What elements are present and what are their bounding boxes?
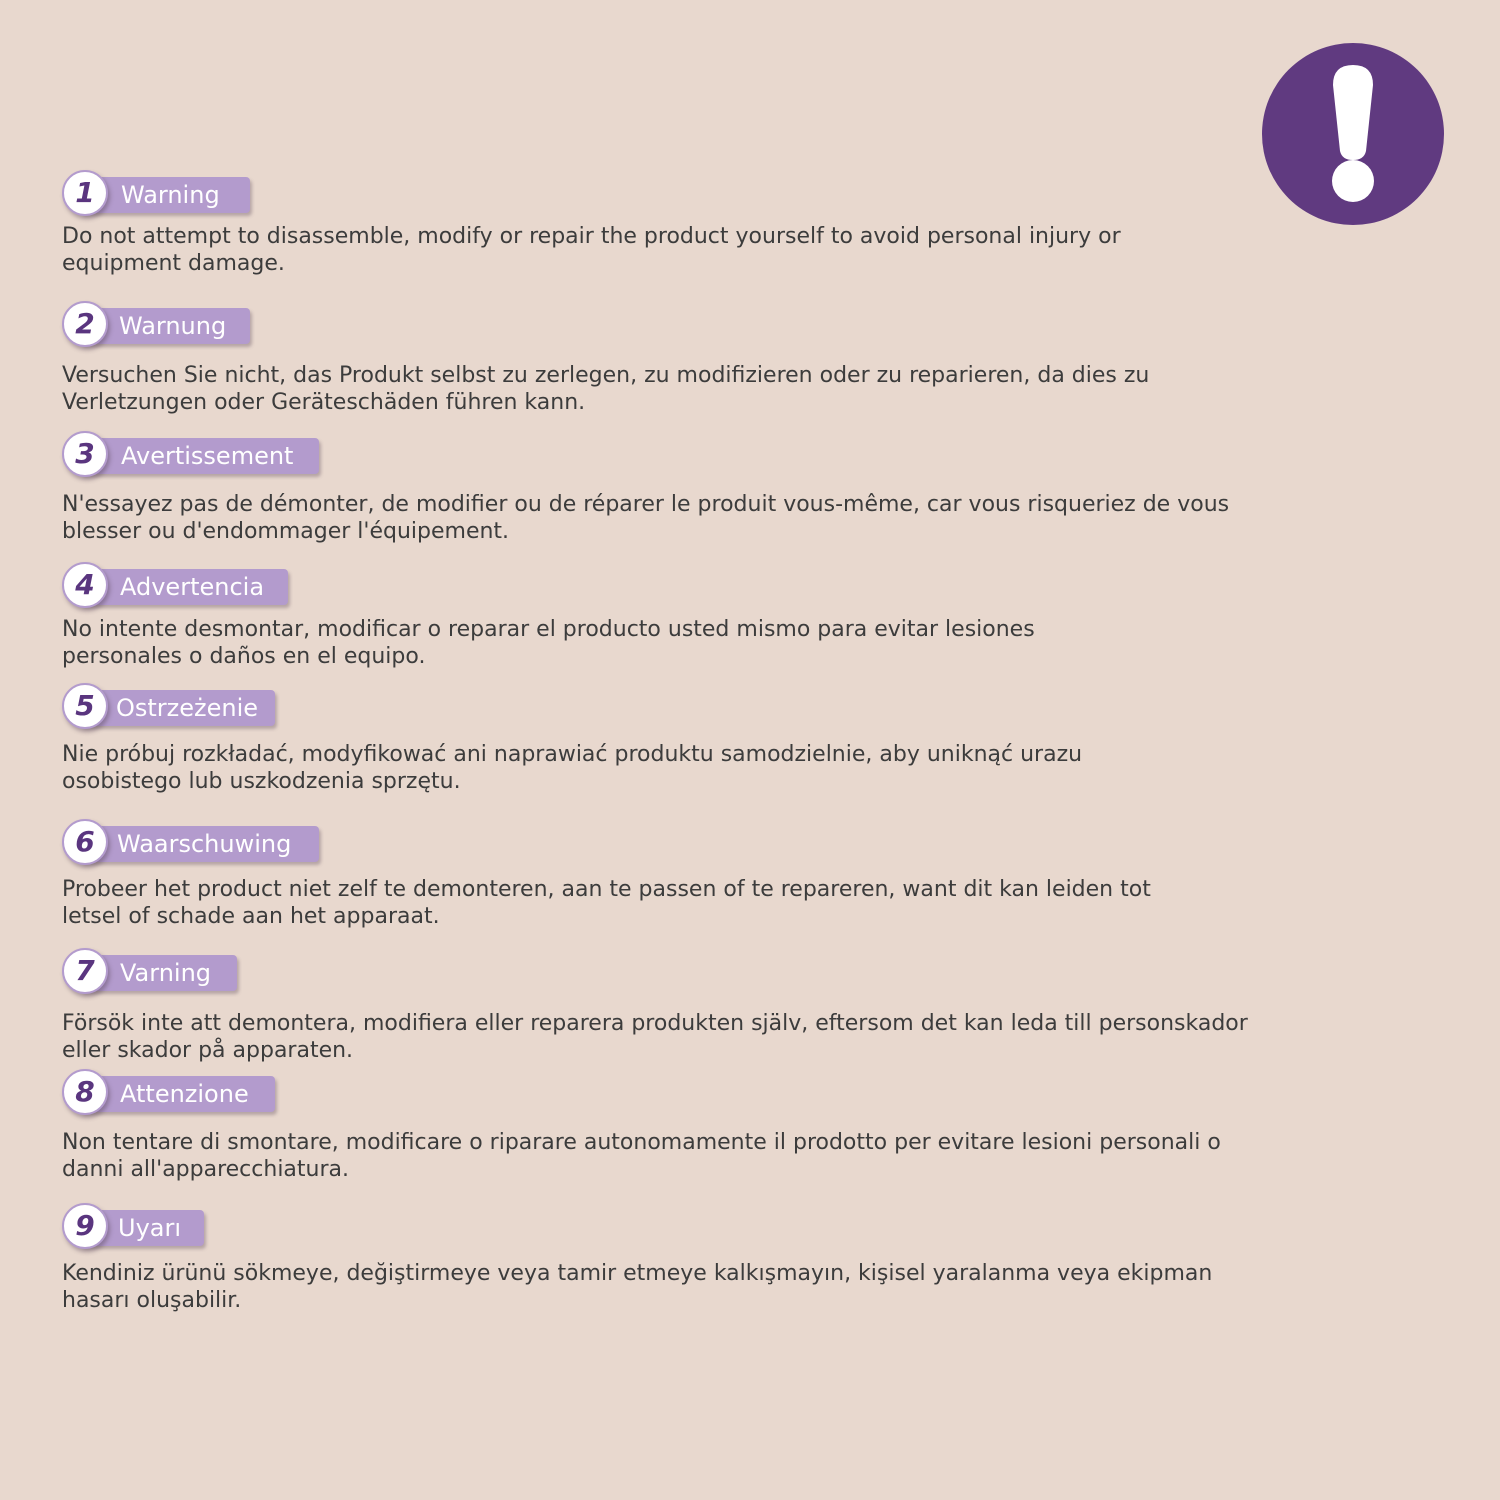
section-number: 8 bbox=[62, 1069, 108, 1115]
warning-section-3 bbox=[62, 431, 1229, 545]
warning-section-8 bbox=[62, 1069, 1221, 1183]
warning-section-2 bbox=[62, 301, 1149, 416]
section-badge bbox=[62, 170, 1121, 216]
section-badge bbox=[62, 683, 1082, 729]
section-number: 2 bbox=[62, 301, 108, 347]
section-text-line: Probeer het product niet zelf te demonteren, aan te passen of te repareren, want dit kan leiden tot bbox=[62, 877, 1151, 902]
section-text bbox=[62, 491, 1229, 545]
section-number: 3 bbox=[62, 431, 108, 477]
warning-section-9 bbox=[62, 1203, 1212, 1314]
section-title: Varning bbox=[120, 959, 212, 987]
section-number: 6 bbox=[62, 819, 108, 865]
section-badge bbox=[62, 431, 1229, 477]
section-number: 4 bbox=[62, 562, 108, 608]
section-text-line: letsel of schade aan het apparaat. bbox=[62, 904, 440, 929]
section-text bbox=[62, 741, 1082, 795]
section-text bbox=[62, 362, 1149, 416]
section-text-line: Nie próbuj rozkładać, modyfikować ani naprawiać produktu samodzielnie, aby uniknąć urazu bbox=[62, 742, 1083, 767]
warning-section-7 bbox=[62, 948, 1248, 1064]
section-text-line: equipment damage. bbox=[62, 251, 285, 276]
warning-section-5 bbox=[62, 683, 1082, 795]
section-text-line: eller skador på apparaten. bbox=[62, 1038, 354, 1063]
warning-section-4 bbox=[62, 562, 1035, 670]
section-badge bbox=[62, 562, 1035, 608]
section-title: Attenzione bbox=[120, 1080, 249, 1108]
warning-section-6 bbox=[62, 819, 1151, 930]
section-text-line: No intente desmontar, modificar o reparar el producto usted mismo para evitar lesiones bbox=[62, 617, 1035, 642]
warning-section-1 bbox=[62, 170, 1121, 277]
exclamation-icon bbox=[1262, 43, 1444, 225]
section-text-line: Versuchen Sie nicht, das Produkt selbst zu zerlegen, zu modifizieren oder zu reparieren, da dies zu bbox=[62, 363, 1150, 388]
section-title: Ostrzeżenie bbox=[116, 694, 259, 722]
section-text bbox=[62, 876, 1151, 930]
section-badge bbox=[62, 948, 1248, 994]
section-number: 9 bbox=[62, 1203, 108, 1249]
section-title: Waarschuwing bbox=[117, 830, 292, 858]
section-text-line: Do not attempt to disassemble, modify or repair the product yourself to avoid personal injury or bbox=[62, 224, 1121, 249]
section-text-line: blesser ou d'endommager l'équipement. bbox=[62, 519, 510, 544]
section-text-line: Non tentare di smontare, modificare o riparare autonomamente il prodotto per evitare lesioni personali o bbox=[62, 1130, 1221, 1155]
section-title: Warning bbox=[121, 181, 220, 209]
section-title: Uyarı bbox=[118, 1214, 182, 1242]
section-text-line: hasarı oluşabilir. bbox=[62, 1288, 242, 1313]
section-badge bbox=[62, 819, 1151, 865]
section-number: 7 bbox=[62, 948, 108, 994]
section-title: Advertencia bbox=[120, 573, 265, 601]
section-text-line: Verletzungen oder Geräteschäden führen kann. bbox=[62, 390, 586, 415]
section-badge bbox=[62, 301, 1149, 347]
section-text bbox=[62, 1260, 1212, 1314]
section-badge bbox=[62, 1203, 1212, 1249]
section-text-line: N'essayez pas de démonter, de modifier ou de réparer le produit vous-même, car vous risqueriez de vous bbox=[62, 492, 1230, 517]
section-text bbox=[62, 223, 1121, 277]
section-text bbox=[62, 616, 1035, 670]
section-text-line: Kendiniz ürünü sökmeye, değiştirmeye veya tamir etmeye kalkışmayın, kişisel yaralanma veya ekipman bbox=[62, 1261, 1213, 1286]
section-title: Avertissement bbox=[121, 442, 294, 470]
section-title: Warnung bbox=[119, 312, 227, 340]
section-text-line: Försök inte att demontera, modifiera eller reparera produkten själv, eftersom det kan leda till personskador bbox=[62, 1011, 1248, 1036]
section-badge bbox=[62, 1069, 1221, 1115]
exclamation-icon-dot bbox=[1332, 160, 1374, 202]
section-text-line: danni all'apparecchiatura. bbox=[62, 1157, 349, 1182]
section-text bbox=[62, 1010, 1248, 1064]
section-text-line: osobistego lub uszkodzenia sprzętu. bbox=[62, 769, 461, 794]
section-text-line: personales o daños en el equipo. bbox=[62, 644, 426, 669]
section-number: 1 bbox=[62, 170, 108, 216]
section-number: 5 bbox=[62, 683, 108, 729]
section-text bbox=[62, 1129, 1221, 1183]
